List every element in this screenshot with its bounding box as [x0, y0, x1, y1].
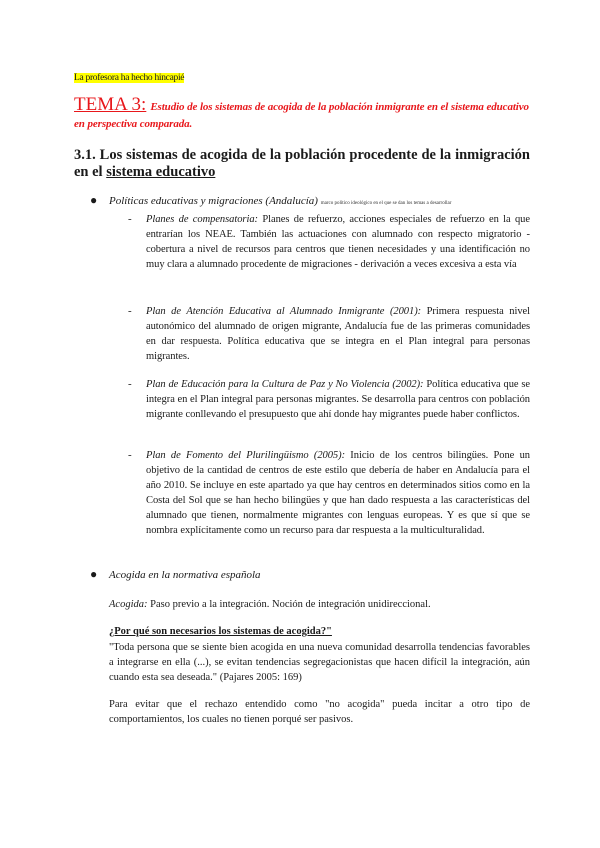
acogida-question: ¿Por qué son necesarios los sistemas de acogida?" [109, 626, 332, 637]
bullet-icon: ● [90, 567, 98, 581]
section-heading [74, 147, 530, 181]
acogida-definition: Acogida: Paso previo a la integración. Noción de integración unidireccional. [109, 599, 431, 610]
bullet-title-politicas: Políticas educativas y migraciones (Andalucía) marco político ideológico en el que se dan los temas a desarrollar [109, 195, 452, 207]
tema-heading [74, 94, 530, 132]
tema-number: TEMA 3: [74, 94, 147, 115]
list-item-plurilinguismo: Plan de Fomento del Plurilingüismo (2005): Inicio de los centros bilingües. Pone un objetivo de la cantidad de centros de este estilo que debería de haber en Andalucía para el año 2010. Se incluye en este apartado ya que hay centros en determinados sitios como en la Costa del Sol que se han hecho bilingües y que han dado respuesta a las características del alumnado que tienen, normalmente migrantes con lenguas europeas. Y es que sí que se nombra explícitamente como un recurso para dar respuesta a la multiculturalidad. [146, 450, 530, 536]
list-item-compensatoria: Planes de compensatoria: Planes de refuerzo, acciones especiales de refuerzo en la que entrarían los NEAE. También las actuaciones con alumnado con respecto migratorio - cobertura a nivel de recursos para centros que tienen necesidades y una identificación no muy clara a alumnado procedente de migraciones - derivación a veces excesiva a esta vía [146, 214, 530, 270]
bullet-title-acogida: Acogida en la normativa española [109, 569, 261, 581]
bullet-icon: ● [90, 193, 98, 207]
dash-marker: - [128, 449, 132, 461]
list-item-cultura-paz: Plan de Educación para la Cultura de Paz y No Violencia (2002): Política educativa que se integra en el Plan integral para personas migrantes. Se desarrolla para centros con población migrante conllevando el presupuesto que ahí donde hay migrantes puede haber conflictos. [146, 379, 530, 420]
dash-marker: - [128, 305, 132, 317]
dash-marker: - [128, 213, 132, 225]
section-title-part1: 3.1. Los sistemas de acogida de la población procedente de la inmigración en el [74, 147, 530, 180]
section-title-part2: sistema educativo [106, 164, 216, 180]
dash-marker: - [128, 378, 132, 390]
tema-title: Estudio de los sistemas de acogida de la población inmigrante en el sistema educativo en perspectiva comparada. [74, 101, 529, 130]
acogida-quote: "Toda persona que se siente bien acogida en una nueva comunidad desarrolla tendencias favorables a integrarse en ella (...), se evitan tendencias segregacionistas que hacen difícil la integración, aún cuando esta sea deseada." (Pajares 2005: 169) [109, 642, 530, 683]
list-item-atencion-educativa: Plan de Atención Educativa al Alumnado Inmigrante (2001): Primera respuesta nivel autonómico del alumnado de origen migrante, Andalucía fue de las primeras comunidades en dar respuesta. Política educativa que se integra en el Plan integral para personas migrantes. [146, 306, 530, 362]
bullet-side-note: marco político ideológico en el que se dan los temas a desarrollar [320, 201, 452, 206]
highlight-note: La profesora ha hecho hincapié [74, 73, 185, 83]
acogida-closing: Para evitar que el rechazo entendido como "no acogida" pueda incitar a otro tipo de comportamientos, los cuales no tienen porqué ser pasivos. [109, 699, 530, 725]
